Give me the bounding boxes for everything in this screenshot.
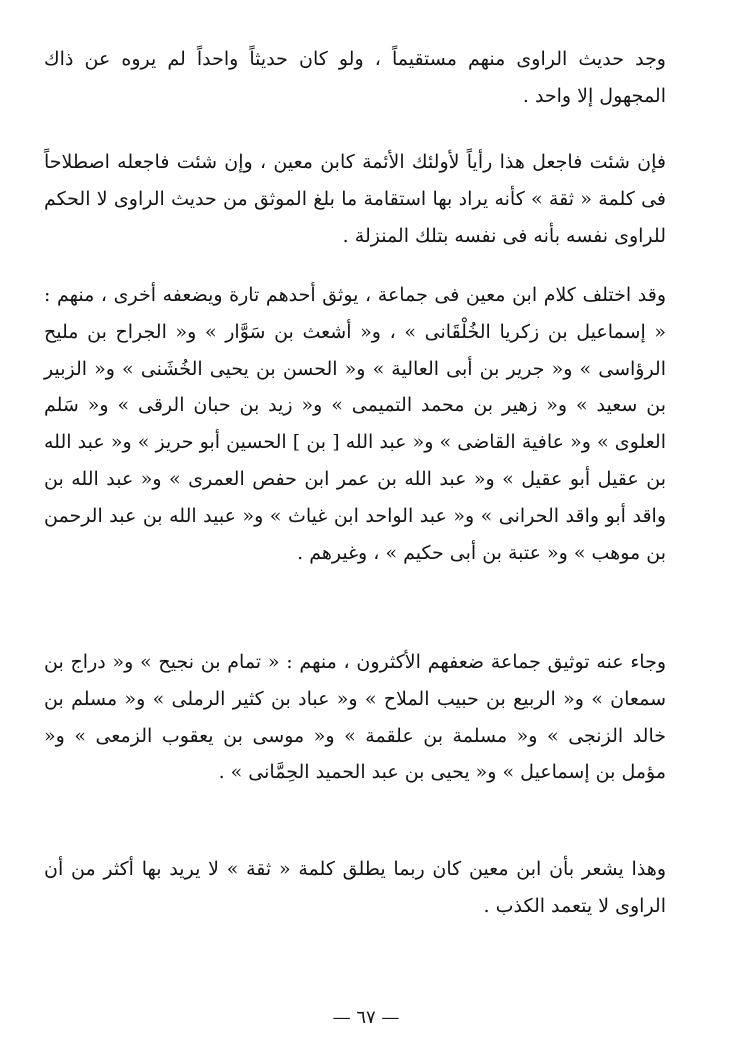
paragraph-1	[44, 41, 666, 115]
paragraph-4-text: وجاء عنه توثيق جماعة ضعفهم الأكثرون ، منهم : « تمام بن نجيح » و« دراج بن سمعان » و« الربيع بن حبيب الملاح » و« عباد بن كثير الرملى » و« مسلم بن خالد الزنجى » و« مسلمة بن علقمة » و« موسى بن يعقوب الزمعى » و« مؤمل بن إسماعيل » و« يحيى بن عبد الحميد الحِمَّانى » .	[44, 651, 666, 784]
paragraph-3-text: وقد اختلف كلام ابن معين فى جماعة ، يوثق أحدهم تارة ويضعفه أخرى ، منهم : « إسماعيل بن زكريا الخُلْقَانى » ، و« أشعث بن سَوَّار » و« الجراح بن مليح الرؤاسى » و« جرير بن أبى العالية » و« الحسن بن يحيى الخُشَنى » و« الزبير بن سعيد » و« زهير بن محمد التميمى » و« زيد بن حبان الرقى » و« سَلم العلوى » و« عافية القاضى » و« عبد الله [ بن ] الحسين أبو حريز » و« عبد الله بن عقيل أبو عقيل » و« عبد الله بن عمر ابن حفص العمرى » و« عبد الله بن واقد أبو واقد الحرانى » و« عبد الواحد ابن غياث » و« عبيد الله بن عبد الرحمن بن موهب » و« عتبة بن أبى حكيم » ، وغيرهم .	[44, 284, 666, 564]
paragraph-5	[44, 851, 666, 925]
page-number: — ٦٧ —	[332, 1007, 400, 1028]
paragraph-4	[44, 644, 666, 791]
paragraph-2-text: فإن شئت فاجعل هذا رأياً لأولئك الأئمة كابن معين ، وإن شئت فاجعله اصطلاحاً فى كلمة « ثقة » كأنه يراد بها استقامة ما بلغ الموثق من حديث الراوى لا الحكم للراوى نفسه بأنه فى نفسه بتلك المنزلة .	[44, 151, 666, 247]
paragraph-3	[44, 277, 666, 571]
paragraph-1-text: وجد حديث الراوى منهم مستقيماً ، ولو كان حديثاً واحداً لم يروه عن ذاك المجهول إلا واحد .	[44, 48, 666, 107]
paragraph-5-text: وهذا يشعر بأن ابن معين كان ربما يطلق كلمة « ثقة » لا يريد بها أكثر من أن الراوى لا يتعمد الكذب .	[44, 858, 666, 917]
paragraph-2	[44, 144, 666, 254]
